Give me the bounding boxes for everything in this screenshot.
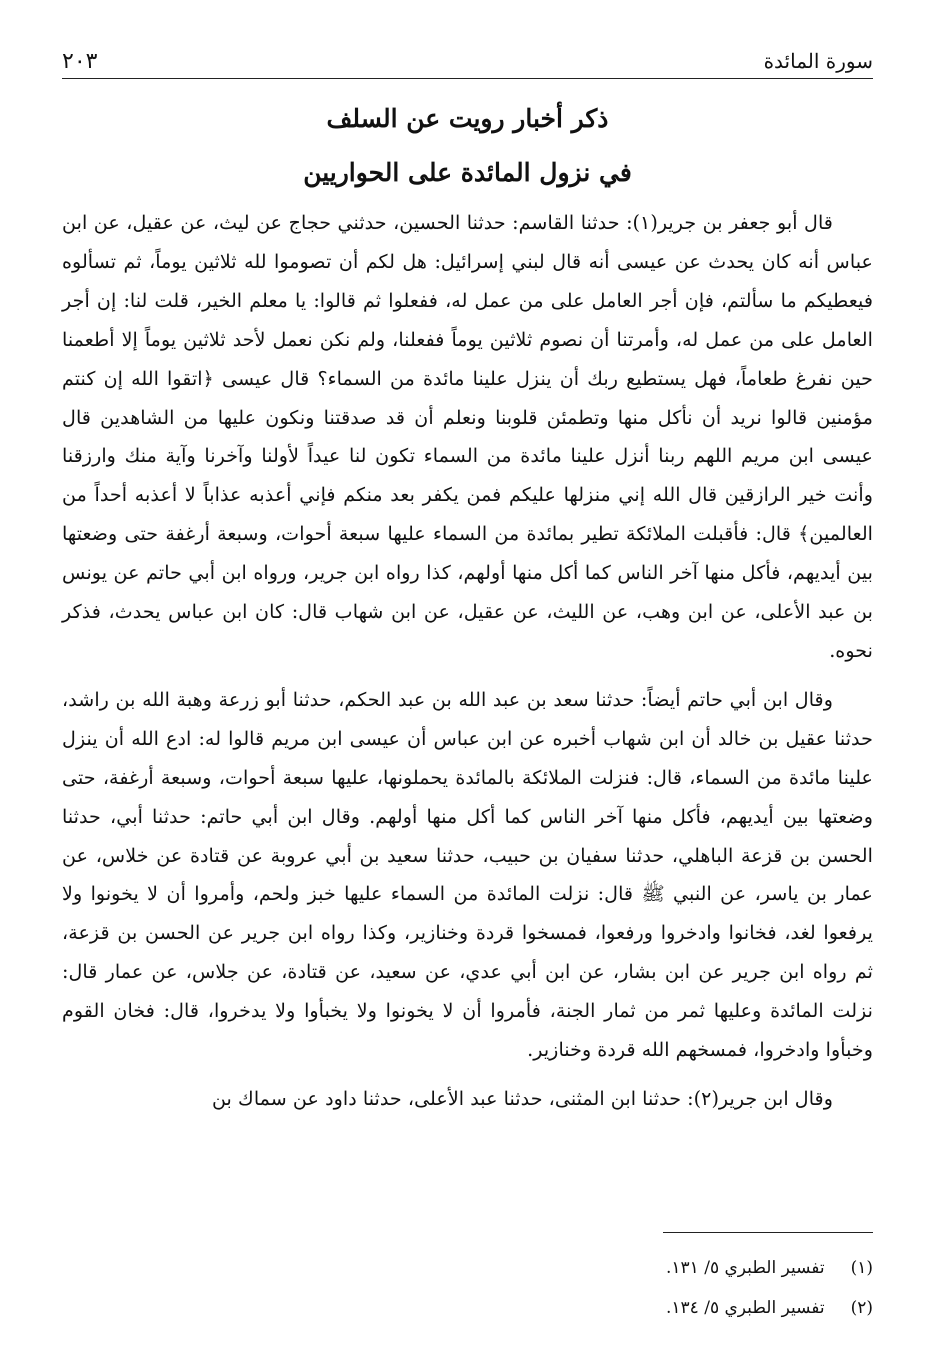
- page-header: [62, 44, 873, 79]
- footnote: [62, 1288, 873, 1328]
- section-subheading: في نزول المائدة على الحواريين: [303, 158, 632, 187]
- paragraph: وقال ابن جرير(٢): حدثنا ابن المثنى، حدثنا عبد الأعلى، حدثنا داود عن سماك بن: [211, 1086, 833, 1110]
- footnote-text: تفسير الطبري ٥/ ١٣٤.: [666, 1298, 825, 1318]
- footnote-number: (٢): [850, 1298, 873, 1318]
- footnote-number: (١): [850, 1258, 873, 1278]
- running-title: سورة المائدة: [763, 49, 873, 73]
- footnote-text: تفسير الطبري ٥/ ١٣١.: [666, 1258, 825, 1278]
- body-text: [62, 204, 873, 1119]
- section-headings: [70, 92, 865, 200]
- footnote-divider: [663, 1232, 873, 1233]
- footnotes: [62, 1248, 873, 1328]
- paragraph: قال أبو جعفر بن جرير(١): حدثنا القاسم: حدثنا الحسين، حدثني حجاج عن ليث، عن عقيل، عن ابن عباس أنه كان يحدث عن عيسى أنه قال لبني إسرائيل: هل لكم أن تصوموا لله ثلاثين يوماً، ثم تسألوه فيعطيكم ما سألتم، فإن أجر العامل على من عمل له، ففعلوا ثم قالوا: يا معلم الخير، قلت لنا: إن أجر العامل على من عمل له، وأمرتنا أن نصوم ثلاثين يوماً ففعلنا، ولم نكن نعمل لأحد ثلاثين يوماً إلا أطعمنا حين نفرغ طعاماً، فهل يستطيع ربك أن ينزل علينا مائدة من السماء؟ قال عيسى ﴿اتقوا الله إن كنتم مؤمنين قالوا نريد أن نأكل منها وتطمئن قلوبنا ونعلم أن قد صدقتنا ونكون عليها من الشاهدين قال عيسى ابن مريم اللهم ربنا أنزل علينا مائدة من السماء تكون لنا عيداً لأولنا وآخرنا وآية منك وارزقنا وأنت خير الرازقين قال الله إني منزلها عليكم فمن يكفر بعد منكم فإني أعذبه عذاباً لا أعذبه أحداً من العالمين﴾ قال: فأقبلت الملائكة تطير بمائدة من السماء عليها سبعة أحوات، وسبعة أرغفة حتى وضعتها بين أيديهم، فأكل منها آخر الناس كما أكل منها أولهم، كذا رواه ابن جرير، ورواه ابن أبي حاتم عن يونس بن عبد الأعلى، عن ابن وهب، عن الليث، عن عقيل، عن ابن شهاب قال: كان ابن عباس يحدث، فذكر نحوه.: [62, 211, 874, 662]
- page-number: ٢٠٣: [62, 48, 98, 74]
- footnote: [62, 1248, 873, 1288]
- section-heading: ذكر أخبار رويت عن السلف: [326, 104, 609, 133]
- paragraph: وقال ابن أبي حاتم أيضاً: حدثنا سعد بن عبد الله بن عبد الحكم، حدثنا أبو زرعة وهبة الله بن راشد، حدثنا عقيل بن خالد أن ابن شهاب أخبره عن ابن عباس أن عيسى ابن مريم قالوا له: ادع الله أن ينزل علينا مائدة من السماء، قال: فنزلت الملائكة بالمائدة يحملونها، عليها سبعة أحوات، وسبعة أرغفة، حتى وضعتها بين أيديهم، فأكل منها آخر الناس كما أكل منها أولهم. وقال ابن أبي حاتم: حدثنا أبي، حدثنا الحسن بن قزعة الباهلي، حدثنا سفيان بن حبيب، حدثنا سعيد بن أبي عروبة عن قتادة عن خلاس، عن عمار بن ياسر، عن النبي ﷺ قال: نزلت المائدة من السماء عليها خبز ولحم، وأمروا أن لا يخونوا ولا يرفعوا لغد، فخانوا وادخروا ورفعوا، فمسخوا قردة وخنازير، وكذا رواه ابن جرير عن الحسن بن قزعة، ثم رواه ابن جرير عن ابن بشار، عن ابن أبي عدي، عن سعيد، عن قتادة، عن جلاس، عن عمار قال: نزلت المائدة وعليها ثمر من ثمار الجنة، فأمروا أن لا يخونوا ولا يخبأوا ولا يدخروا، قال: فخان القوم وخبأوا وادخروا، فمسخهم الله قردة وخنازير.: [62, 687, 873, 1062]
